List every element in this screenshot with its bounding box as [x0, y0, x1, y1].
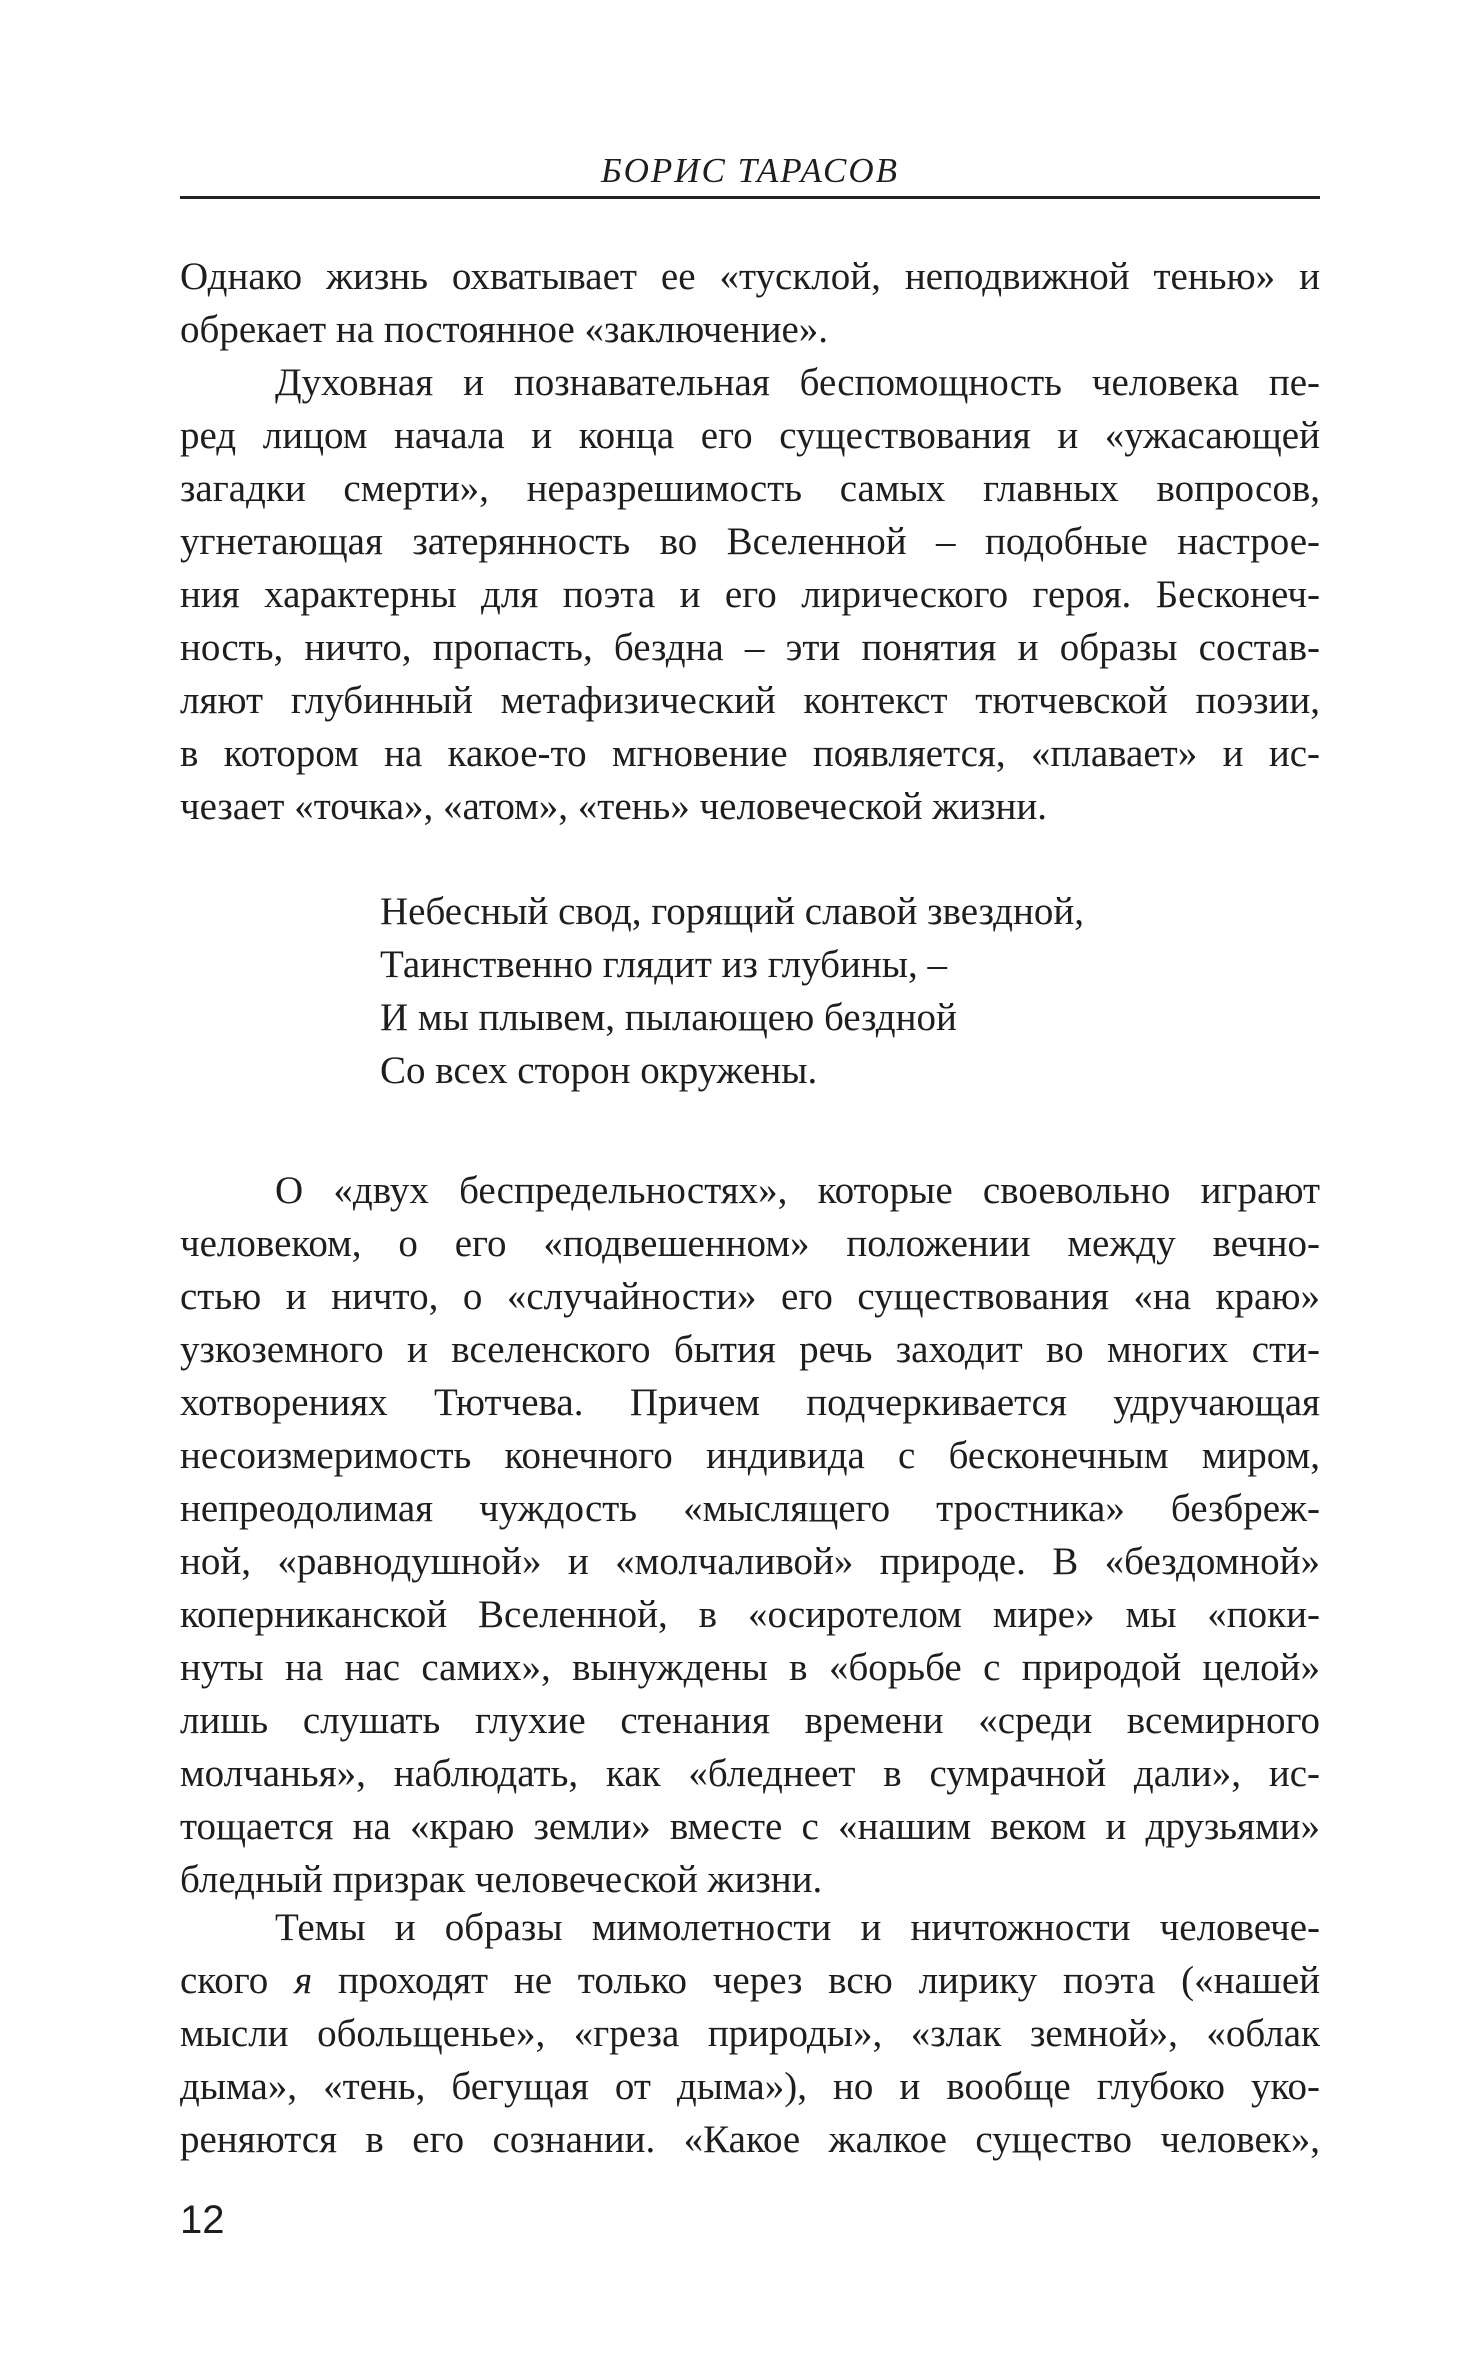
text-fragment: ского	[180, 1959, 295, 2002]
verse-quotation	[380, 885, 1084, 1097]
text-line: чезает «точка», «атом», «тень» человеческой жизни.	[180, 785, 1047, 828]
text-line: дыма», «тень, бегущая от дыма»), но и вообще глубоко уко-	[180, 2065, 1320, 2108]
text-line: лишь слушать глухие стенания времени «среди всемирного	[180, 1699, 1320, 1742]
text-line: реняются в его сознании. «Какое жалкое существо человек»,	[180, 2118, 1320, 2161]
paragraph-1	[180, 250, 1320, 356]
paragraph-2	[180, 356, 1320, 833]
text-line: угнетающая затерянность во Вселенной – подобные настрое-	[180, 520, 1320, 563]
text-line: ния характерны для поэта и его лирического героя. Бесконеч-	[180, 573, 1320, 616]
paragraph-3	[180, 1164, 1320, 1906]
text-line: человеком, о его «подвешенном» положении между вечно-	[180, 1222, 1320, 1265]
running-head: БОРИС ТАРАСОВ	[600, 151, 900, 190]
text-line: ной, «равнодушной» и «молчаливой» природе. В «бездомной»	[180, 1540, 1320, 1583]
text-line: молчанья», наблюдать, как «бледнеет в сумрачной дали», ис-	[180, 1752, 1320, 1795]
text-line: ляют глубинный метафизический контекст тютчевской поэзии,	[180, 679, 1320, 722]
text-line: Темы и образы мимолетности и ничтожности человече-	[275, 1906, 1320, 1949]
verse-line: И мы плывем, пылающею бездной	[380, 996, 957, 1039]
verse-line: Со всех сторон окружены.	[380, 1049, 818, 1092]
text-line: несоизмеримость конечного индивида с бесконечным миром,	[180, 1434, 1320, 1477]
header-rule	[180, 196, 1320, 199]
text-line: ность, ничто, пропасть, бездна – эти понятия и образы состав-	[180, 626, 1320, 669]
text-line: коперниканской Вселенной, в «осиротелом мире» мы «поки-	[180, 1593, 1320, 1636]
text-line: загадки смерти», неразрешимость самых главных вопросов,	[180, 467, 1320, 510]
verse-line: Таинственно глядит из глубины, –	[380, 943, 947, 986]
text-line	[180, 1954, 1320, 2007]
text-line: мысли обольщенье», «греза природы», «злак земной», «облак	[180, 2012, 1320, 2055]
paragraph-4	[180, 1901, 1320, 2166]
text-line: бледный призрак человеческой жизни.	[180, 1858, 823, 1901]
text-line: тощается на «краю земли» вместе с «нашим веком и друзьями»	[180, 1805, 1320, 1848]
text-line: узкоземного и вселенского бытия речь заходит во многих сти-	[180, 1328, 1320, 1371]
verse-line: Небесный свод, горящий славой звездной,	[380, 890, 1085, 933]
text-line: непреодолимая чуждость «мыслящего тростника» безбреж-	[180, 1487, 1320, 1530]
text-line: ред лицом начала и конца его существования и «ужасающей	[180, 414, 1320, 457]
text-line: хотворениях Тютчева. Причем подчеркивается удручающая	[180, 1381, 1320, 1424]
text-line: О «двух беспредельностях», которые своевольно играют	[275, 1169, 1320, 1212]
page-number: 12	[180, 2198, 225, 2242]
text-line: Однако жизнь охватывает ее «тусклой, неподвижной тенью» и	[180, 255, 1320, 298]
text-fragment: проходят не только через всю лирику поэта («нашей	[312, 1959, 1321, 2002]
text-line: стью и ничто, о «случайности» его существования «на краю»	[180, 1275, 1320, 1318]
text-line: нуты на нас самих», вынуждены в «борьбе с природой целой»	[180, 1646, 1320, 1689]
text-line: в котором на какое-то мгновение появляется, «плавает» и ис-	[180, 732, 1320, 775]
text-line: обрекает на постоянное «заключение».	[180, 308, 829, 351]
text-line: Духовная и познавательная беспомощность человека пе-	[275, 361, 1320, 404]
italic-word: я	[294, 1959, 313, 2002]
